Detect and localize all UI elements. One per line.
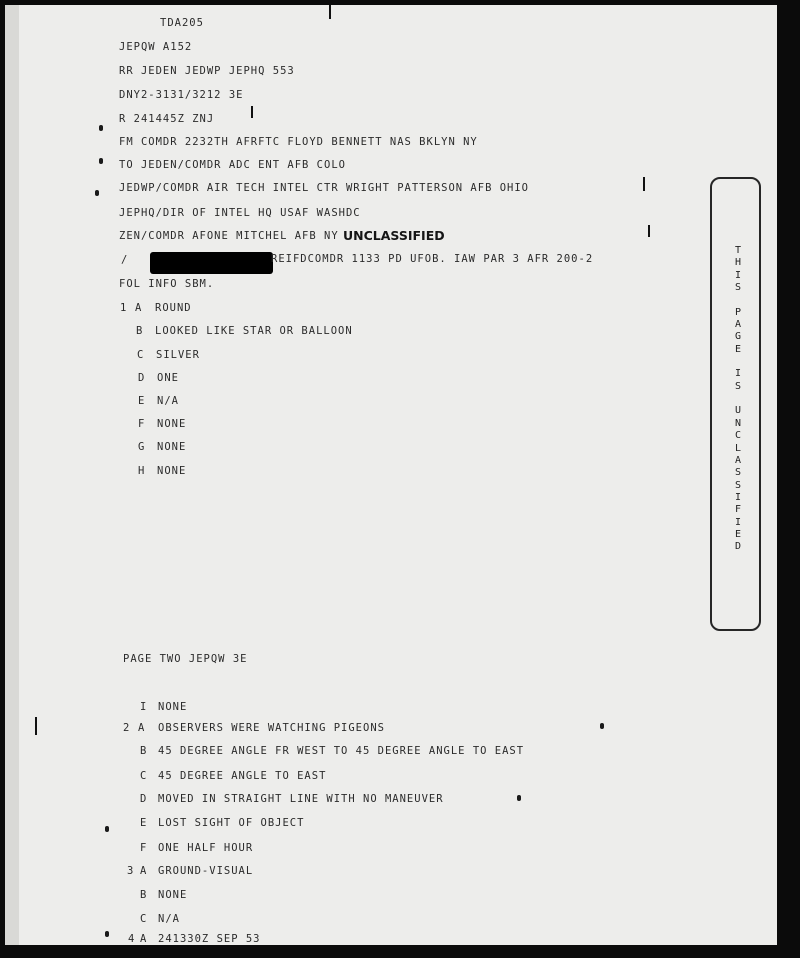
scan-mark	[643, 177, 645, 191]
scan-mark	[95, 190, 99, 196]
side-letter	[727, 393, 749, 405]
item-text: GROUND-VISUAL	[158, 865, 254, 877]
item-text: MOVED IN STRAIGHT LINE WITH NO MANEUVER	[158, 793, 444, 805]
side-letter: L	[734, 442, 742, 454]
item-number: 4	[128, 933, 136, 945]
vertical-unclassified-label	[727, 245, 749, 554]
item-text: NONE	[157, 465, 187, 477]
item-text: 45 DEGREE ANGLE TO EAST	[158, 770, 327, 782]
scan-mark	[517, 795, 521, 801]
item-text: NONE	[157, 441, 187, 453]
item-text: 45 DEGREE ANGLE FR WEST TO 45 DEGREE ANGLE TO EAST	[158, 745, 525, 757]
side-letter: F	[734, 504, 742, 516]
scan-mark	[99, 158, 103, 164]
item-text: 241330Z SEP 53	[158, 933, 261, 945]
item-text: N/A	[158, 913, 180, 925]
side-letter: C	[734, 430, 742, 442]
scan-mark	[648, 225, 650, 237]
addressee-line: ZEN/COMDR AFONE MITCHEL AFB NY	[119, 230, 339, 242]
scan-mark	[99, 125, 103, 131]
side-letter: I	[734, 516, 742, 528]
scan-mark	[600, 723, 604, 729]
scan-mark	[251, 106, 253, 118]
side-letter: U	[734, 405, 742, 417]
side-letter: N	[734, 417, 742, 429]
item-letter: A	[135, 302, 143, 314]
side-letter: I	[734, 491, 742, 503]
item-text: ONE	[157, 372, 179, 384]
redaction-bar	[150, 252, 273, 274]
item-letter: E	[138, 395, 146, 407]
side-letter: A	[734, 454, 742, 466]
item-text: ROUND	[155, 302, 192, 314]
side-letter: I	[734, 269, 742, 281]
item-letter: C	[140, 913, 148, 925]
item-number: 2	[123, 722, 131, 734]
teletype-document-page	[5, 5, 777, 945]
item-letter: H	[138, 465, 146, 477]
side-letter	[727, 294, 749, 306]
item-text: LOOKED LIKE STAR OR BALLOON	[155, 325, 353, 337]
side-letter: E	[734, 343, 742, 355]
ref-line-prefix: /	[121, 254, 129, 266]
unclassified-stamp: UNCLASSIFIED	[343, 228, 445, 243]
item-letter: D	[140, 793, 148, 805]
item-text: N/A	[157, 395, 179, 407]
side-letter: D	[734, 541, 742, 553]
item-text: NONE	[158, 889, 188, 901]
header-line: DNY2-3131/3212 3E	[119, 89, 244, 101]
item-letter: A	[138, 722, 146, 734]
side-letter: H	[734, 257, 742, 269]
side-letter: S	[734, 467, 742, 479]
side-letter: S	[734, 479, 742, 491]
header-line: JEPQW A152	[119, 41, 193, 53]
item-letter: C	[137, 349, 145, 361]
header-line: R 241445Z ZNJ	[119, 113, 215, 125]
header-line: TDA205	[160, 17, 204, 29]
item-letter: F	[138, 418, 146, 430]
header-line: RR JEDEN JEDWP JEPHQ 553	[119, 65, 295, 77]
to-line: TO JEDEN/COMDR ADC ENT AFB COLO	[119, 159, 346, 171]
item-letter: B	[140, 745, 148, 757]
side-letter: P	[734, 306, 742, 318]
item-text: NONE	[157, 418, 187, 430]
item-letter: B	[140, 889, 148, 901]
from-line: FM COMDR 2232TH AFRFTC FLOYD BENNETT NAS BKLYN NY	[119, 136, 478, 148]
side-letter: T	[734, 245, 742, 256]
scan-mark	[105, 826, 109, 832]
side-letter: G	[734, 331, 742, 343]
item-letter: A	[140, 865, 148, 877]
item-text: NONE	[158, 701, 188, 713]
item-text: LOST SIGHT OF OBJECT	[158, 817, 305, 829]
item-letter: I	[140, 701, 148, 713]
item-letter: G	[138, 441, 146, 453]
fol-info-line: FOL INFO SBM.	[119, 278, 215, 290]
item-letter: F	[140, 842, 148, 854]
scan-mark	[329, 5, 331, 19]
side-letter: S	[734, 282, 742, 294]
addressee-line: JEDWP/COMDR AIR TECH INTEL CTR WRIGHT PATTERSON AFB OHIO	[119, 182, 530, 194]
item-number: 3	[127, 865, 135, 877]
side-letter: S	[734, 380, 742, 392]
side-letter	[727, 356, 749, 368]
item-text: SILVER	[156, 349, 200, 361]
addressee-line: JEPHQ/DIR OF INTEL HQ USAF WASHDC	[119, 207, 361, 219]
item-letter: A	[140, 933, 148, 945]
item-letter: E	[140, 817, 148, 829]
side-letter: E	[734, 528, 742, 540]
item-letter: C	[140, 770, 148, 782]
side-letter: A	[734, 319, 742, 331]
item-letter: B	[136, 325, 144, 337]
item-text: OBSERVERS WERE WATCHING PIGEONS	[158, 722, 385, 734]
ref-line: REIFDCOMDR 1133 PD UFOB. IAW PAR 3 AFR 200-2	[271, 253, 594, 265]
side-letter: I	[734, 368, 742, 380]
page-two-header: PAGE TWO JEPQW 3E	[123, 653, 248, 665]
item-letter: D	[138, 372, 146, 384]
item-text: ONE HALF HOUR	[158, 842, 254, 854]
scan-mark	[35, 717, 37, 735]
item-number: 1	[120, 302, 128, 314]
scan-mark	[105, 931, 109, 937]
